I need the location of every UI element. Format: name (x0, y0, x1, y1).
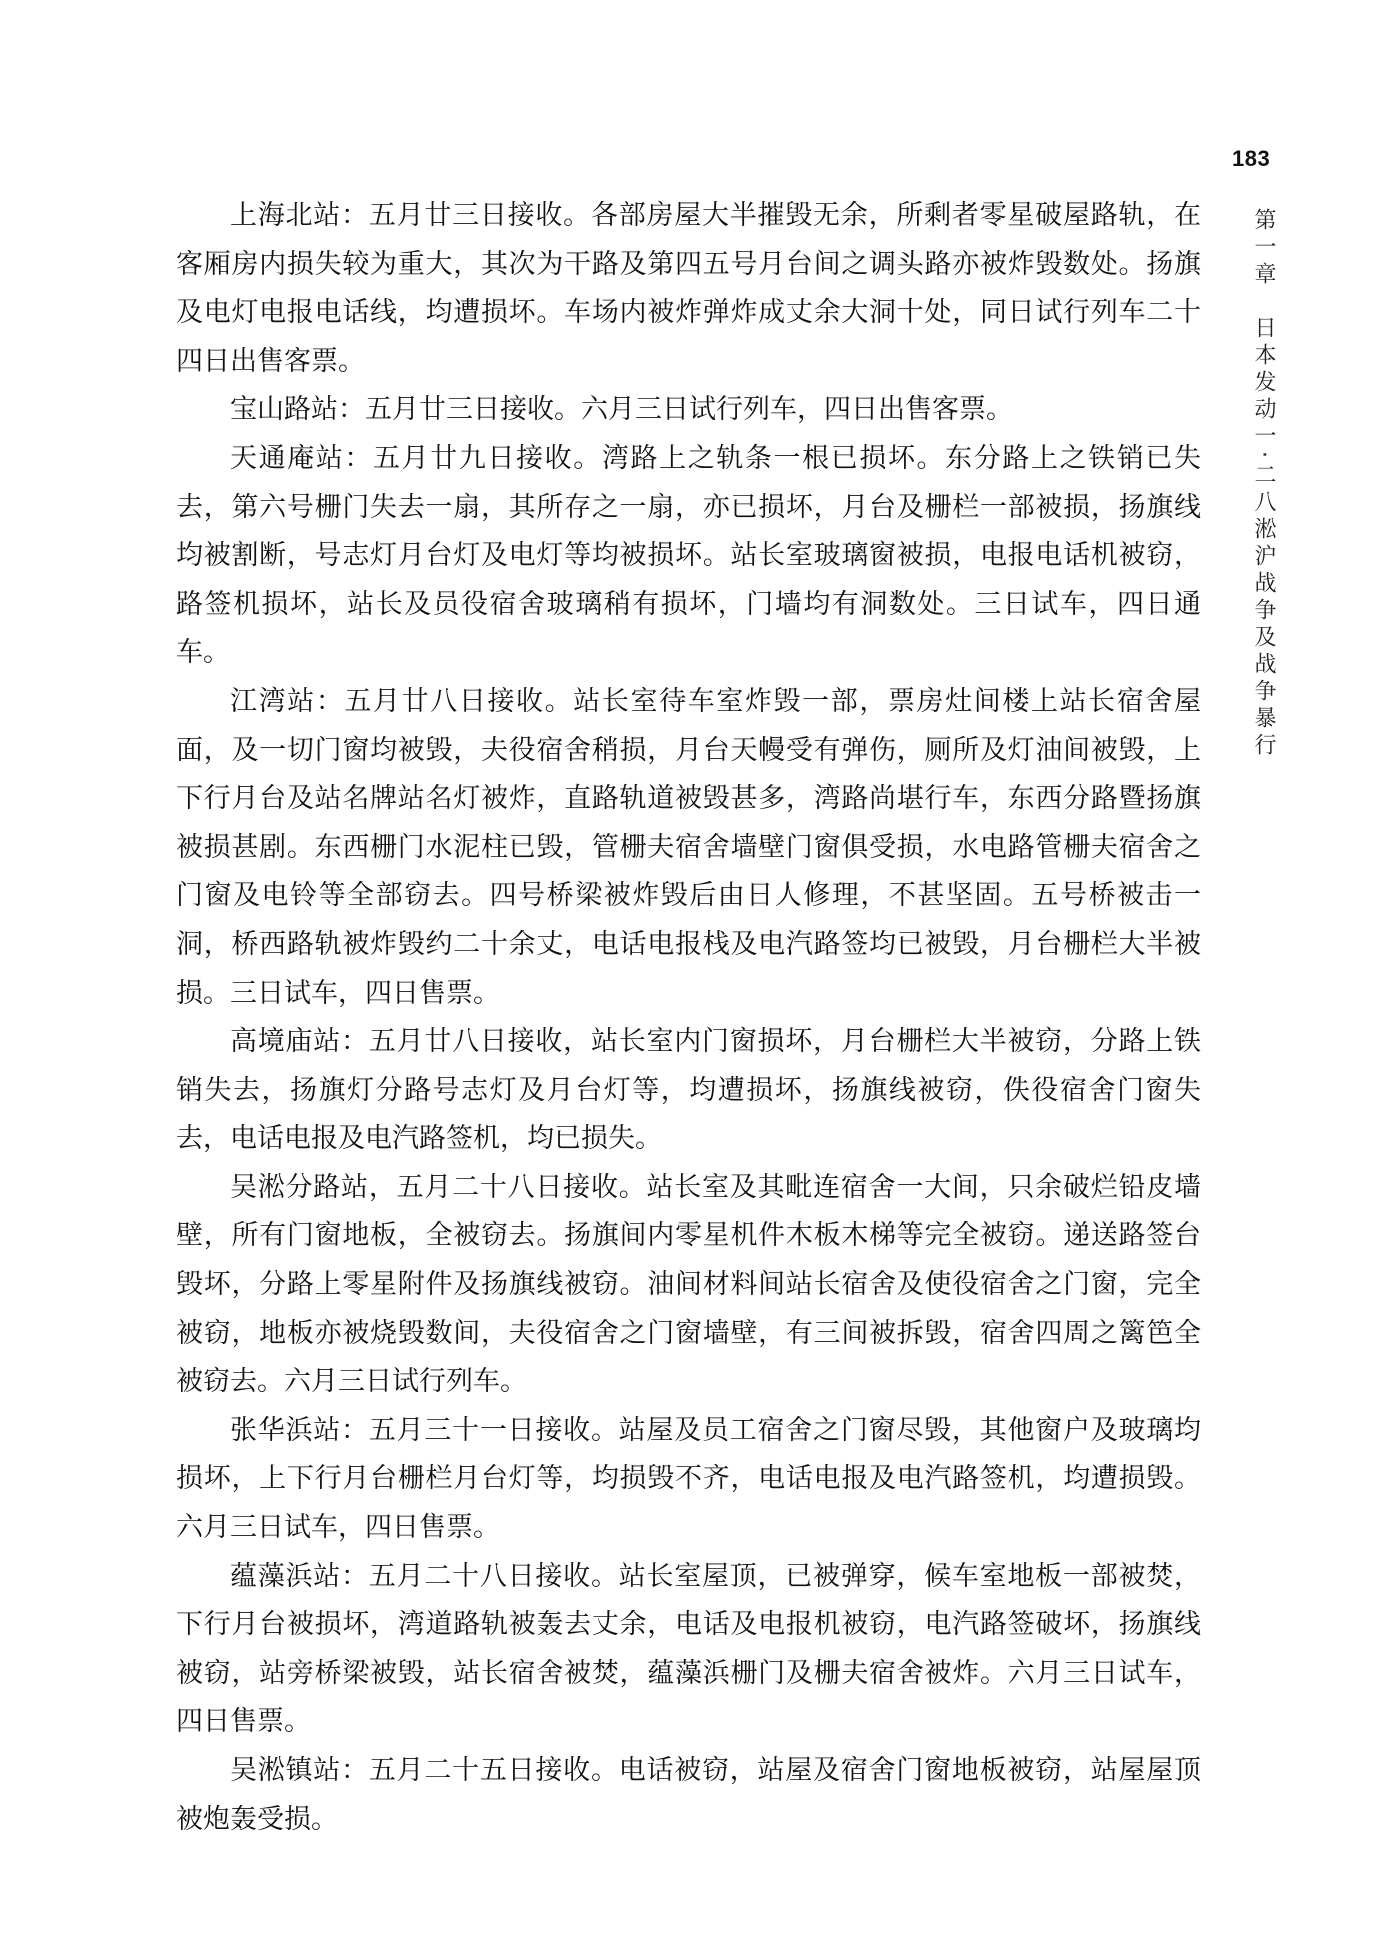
paragraph-zhanghuabang-station: 张华浜站：五月三十一日接收。站屋及员工宿舍之门窗尽毁，其他窗户及玻璃均损坏，上下行月台栅栏月台灯等，均损毁不齐，电话电报及电汽路签机，均遭损毁。六月三日试车，四日售票。 (176, 1414, 1201, 1544)
paragraph-jiangwan-station: 江湾站：五月廿八日接收。站长室待车室炸毁一部，票房灶间楼上站长宿舍屋面，及一切门窗均被毁，夫役宿舍稍损，月台天幔受有弹伤，厕所及灯油间被毁，上下行月台及站名牌站名灯被炸，直路轨道被毁甚多，湾路尚堪行车，东西分路暨扬旗被损甚剧。东西栅门水泥柱已毁，管栅夫宿舍墙壁门窗俱受损，水电路管栅夫宿舍之门窗及电铃等全部窃去。四号桥梁被炸毁后由日人修理，不甚坚固。五号桥被击一洞，桥西路轨被炸毁约二十余丈，电话电报栈及电汽路签均已被毁，月台栅栏大半被损。三日试车，四日售票。 (176, 685, 1201, 1009)
paragraph-yunzaobang-station: 蕴藻浜站：五月二十八日接收。站长室屋顶，已被弹穿，候车室地板一部被焚，下行月台被损坏，湾道路轨被轰去丈余，电话及电报机被窃，电汽路签破坏，扬旗线被窃，站旁桥梁被毁，站长宿舍被焚，蕴藻浜栅门及栅夫宿舍被炸。六月三日试车，四日售票。 (176, 1560, 1201, 1738)
paragraph-shanghai-north-station: 上海北站：五月廿三日接收。各部房屋大半摧毁无余，所剩者零星破屋路轨，在客厢房内损失较为重大，其次为干路及第四五号月台间之调头路亦被炸毁数处。扬旗及电灯电报电话线，均遭损坏。车场内被炸弹炸成丈余大洞十处，同日试行列车二十四日出售客票。 (176, 200, 1201, 377)
paragraph-wusong-town-station: 吴淞镇站：五月二十五日接收。电话被窃，站屋及宿舍门窗地板被窃，站屋屋顶被炮轰受损。 (176, 1755, 1201, 1835)
paragraph-gaojingmiao-station: 高境庙站：五月廿八日接收，站长室内门窗损坏，月台栅栏大半被窃，分路上铁销失去，扬旗灯分路号志灯及月台灯等，均遭损坏，扬旗线被窃，佚役宿舍门窗失去，电话电报及电汽路签机，均已损失。 (176, 1026, 1201, 1155)
chapter-running-title: 第一章 日本发动一·二八淞沪战争及战争暴行 (1251, 208, 1276, 760)
main-text (176, 192, 1201, 1844)
page-number: 183 (1232, 146, 1271, 171)
paragraph-tiantongan-station: 天通庵站：五月廿九日接收。湾路上之轨条一根已损坏。东分路上之铁销已失去，第六号栅门失去一扇，其所存之一扇，亦已损坏，月台及栅栏一部被损，扬旗线均被割断，号志灯月台灯及电灯等均被损坏。站长室玻璃窗被损，电报电话机被窃，路签机损坏，站长及员役宿舍玻璃稍有损坏，门墙均有洞数处。三日试车，四日通车。 (176, 442, 1201, 669)
paragraph-wusong-branch-station: 吴淞分路站，五月二十八日接收。站长室及其毗连宿舍一大间，只余破烂铅皮墙壁，所有门窗地板，全被窃去。扬旗间内零星机件木板木梯等完全被窃。递送路签台毁坏，分路上零星附件及扬旗线被窃。油间材料间站长宿舍及使役宿舍之门窗，完全被窃，地板亦被烧毁数间，夫役宿舍之门窗墙壁，有三间被拆毁，宿舍四周之篱笆全被窃去。六月三日试行列车。 (176, 1171, 1201, 1398)
paragraph-baoshan-road-station: 宝山路站：五月廿三日接收。六月三日试行列车，四日出售客票。 (230, 394, 1013, 426)
